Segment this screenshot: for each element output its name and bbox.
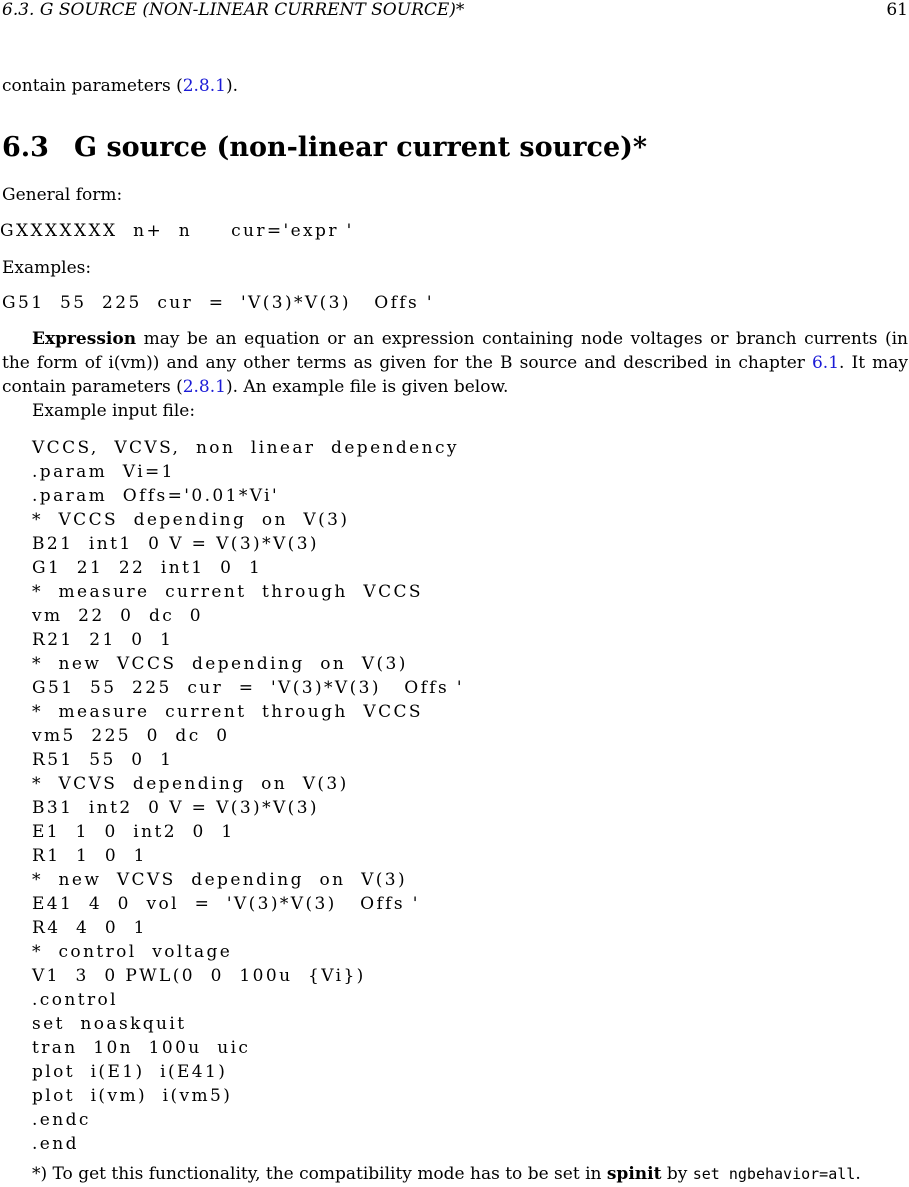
expression-line-1-text: may be an equation or an expression containing node voltages or branch currents (in xyxy=(136,329,908,349)
page-number: 61 xyxy=(886,0,908,20)
footnote-spinit: spinit xyxy=(606,1164,662,1184)
code-line: * new VCCS depending on V(3) xyxy=(32,654,408,674)
code-line: VCCS, VCVS, non linear dependency xyxy=(32,438,459,458)
example-code: G51 55 225 cur = 'V(3)*V(3) Offs ' xyxy=(2,293,434,313)
code-line: B31 int2 0 V = V(3)*V(3) xyxy=(32,798,319,818)
code-line: E41 4 0 vol = 'V(3)*V(3) Offs ' xyxy=(32,894,420,914)
code-line: E1 1 0 int2 0 1 xyxy=(32,822,235,842)
running-header xyxy=(2,0,908,22)
examples-label: Examples: xyxy=(2,258,92,278)
running-title: 6.3. G SOURCE (NON-LINEAR CURRENT SOURCE)* xyxy=(2,0,465,20)
code-line: * VCCS depending on V(3) xyxy=(32,510,350,530)
code-line: G51 55 225 cur = 'V(3)*V(3) Offs ' xyxy=(32,678,464,698)
code-line: * control voltage xyxy=(32,942,233,962)
general-form-label: General form: xyxy=(2,185,123,205)
expression-line-1 xyxy=(2,327,908,351)
ref-link-2-8-1[interactable]: 2.8.1 xyxy=(182,76,226,96)
footnote-middle: by xyxy=(661,1164,693,1184)
code-line: R1 1 0 1 xyxy=(32,846,147,866)
ref-link-2-8-1-b[interactable]: 2.8.1 xyxy=(182,377,226,397)
code-line: * measure current through VCCS xyxy=(32,702,423,722)
expression-line-3-text: contain parameters ( xyxy=(2,377,183,397)
code-line: .end xyxy=(32,1134,79,1154)
expression-paragraph xyxy=(2,327,908,399)
expression-bold: Expression xyxy=(32,329,137,349)
code-line: * VCVS depending on V(3) xyxy=(32,774,349,794)
footnote-prefix: *) To get this functionality, the compatibility mode has to be set in xyxy=(32,1164,607,1184)
code-line: * measure current through VCCS xyxy=(32,582,423,602)
code-line: R4 4 0 1 xyxy=(32,918,147,938)
code-line: R51 55 0 1 xyxy=(32,750,174,770)
section-number: 6.3 xyxy=(2,132,49,163)
expression-line-2-suffix: . It may xyxy=(839,353,908,373)
code-line: tran 10n 100u uic xyxy=(32,1038,251,1058)
footnote-suffix: . xyxy=(855,1164,861,1184)
expression-line-2-text: the form of i(vm)) and any other terms as given for the B source and described in chapter xyxy=(2,353,812,373)
footnote xyxy=(32,1162,861,1186)
section-title: G source (non-linear current source)* xyxy=(74,132,648,163)
code-line: .param Offs='0.01*Vi' xyxy=(32,486,280,506)
intro-prefix: contain parameters ( xyxy=(2,76,183,96)
code-line: plot i(E1) i(E41) xyxy=(32,1062,228,1082)
example-input-label: Example input file: xyxy=(32,401,196,421)
expression-line-3 xyxy=(2,375,908,399)
footnote-code: set ngbehavior=all xyxy=(692,1165,856,1183)
code-line: * new VCVS depending on V(3) xyxy=(32,870,408,890)
intro-suffix: ). xyxy=(225,76,239,96)
code-line: V1 3 0 PWL(0 0 100u {Vi}) xyxy=(32,966,366,986)
intro-line xyxy=(2,74,238,98)
code-line: .endc xyxy=(32,1110,91,1130)
general-form-code: GXXXXXXX n+ n cur='expr ' xyxy=(0,221,354,241)
code-line: vm5 225 0 dc 0 xyxy=(32,726,230,746)
code-line: .control xyxy=(32,990,118,1010)
code-line: set noaskquit xyxy=(32,1014,187,1034)
ref-link-6-1[interactable]: 6.1 xyxy=(811,353,840,373)
code-line: plot i(vm) i(vm5) xyxy=(32,1086,233,1106)
expression-line-3-suffix: ). An example file is given below. xyxy=(225,377,509,397)
section-heading xyxy=(2,132,647,163)
code-line: R21 21 0 1 xyxy=(32,630,174,650)
code-line: .param Vi=1 xyxy=(32,462,175,482)
code-line: B21 int1 0 V = V(3)*V(3) xyxy=(32,534,319,554)
code-line: vm 22 0 dc 0 xyxy=(32,606,204,626)
example-input-code-block xyxy=(32,436,464,1156)
code-line: G1 21 22 int1 0 1 xyxy=(32,558,263,578)
expression-line-2 xyxy=(2,351,908,375)
